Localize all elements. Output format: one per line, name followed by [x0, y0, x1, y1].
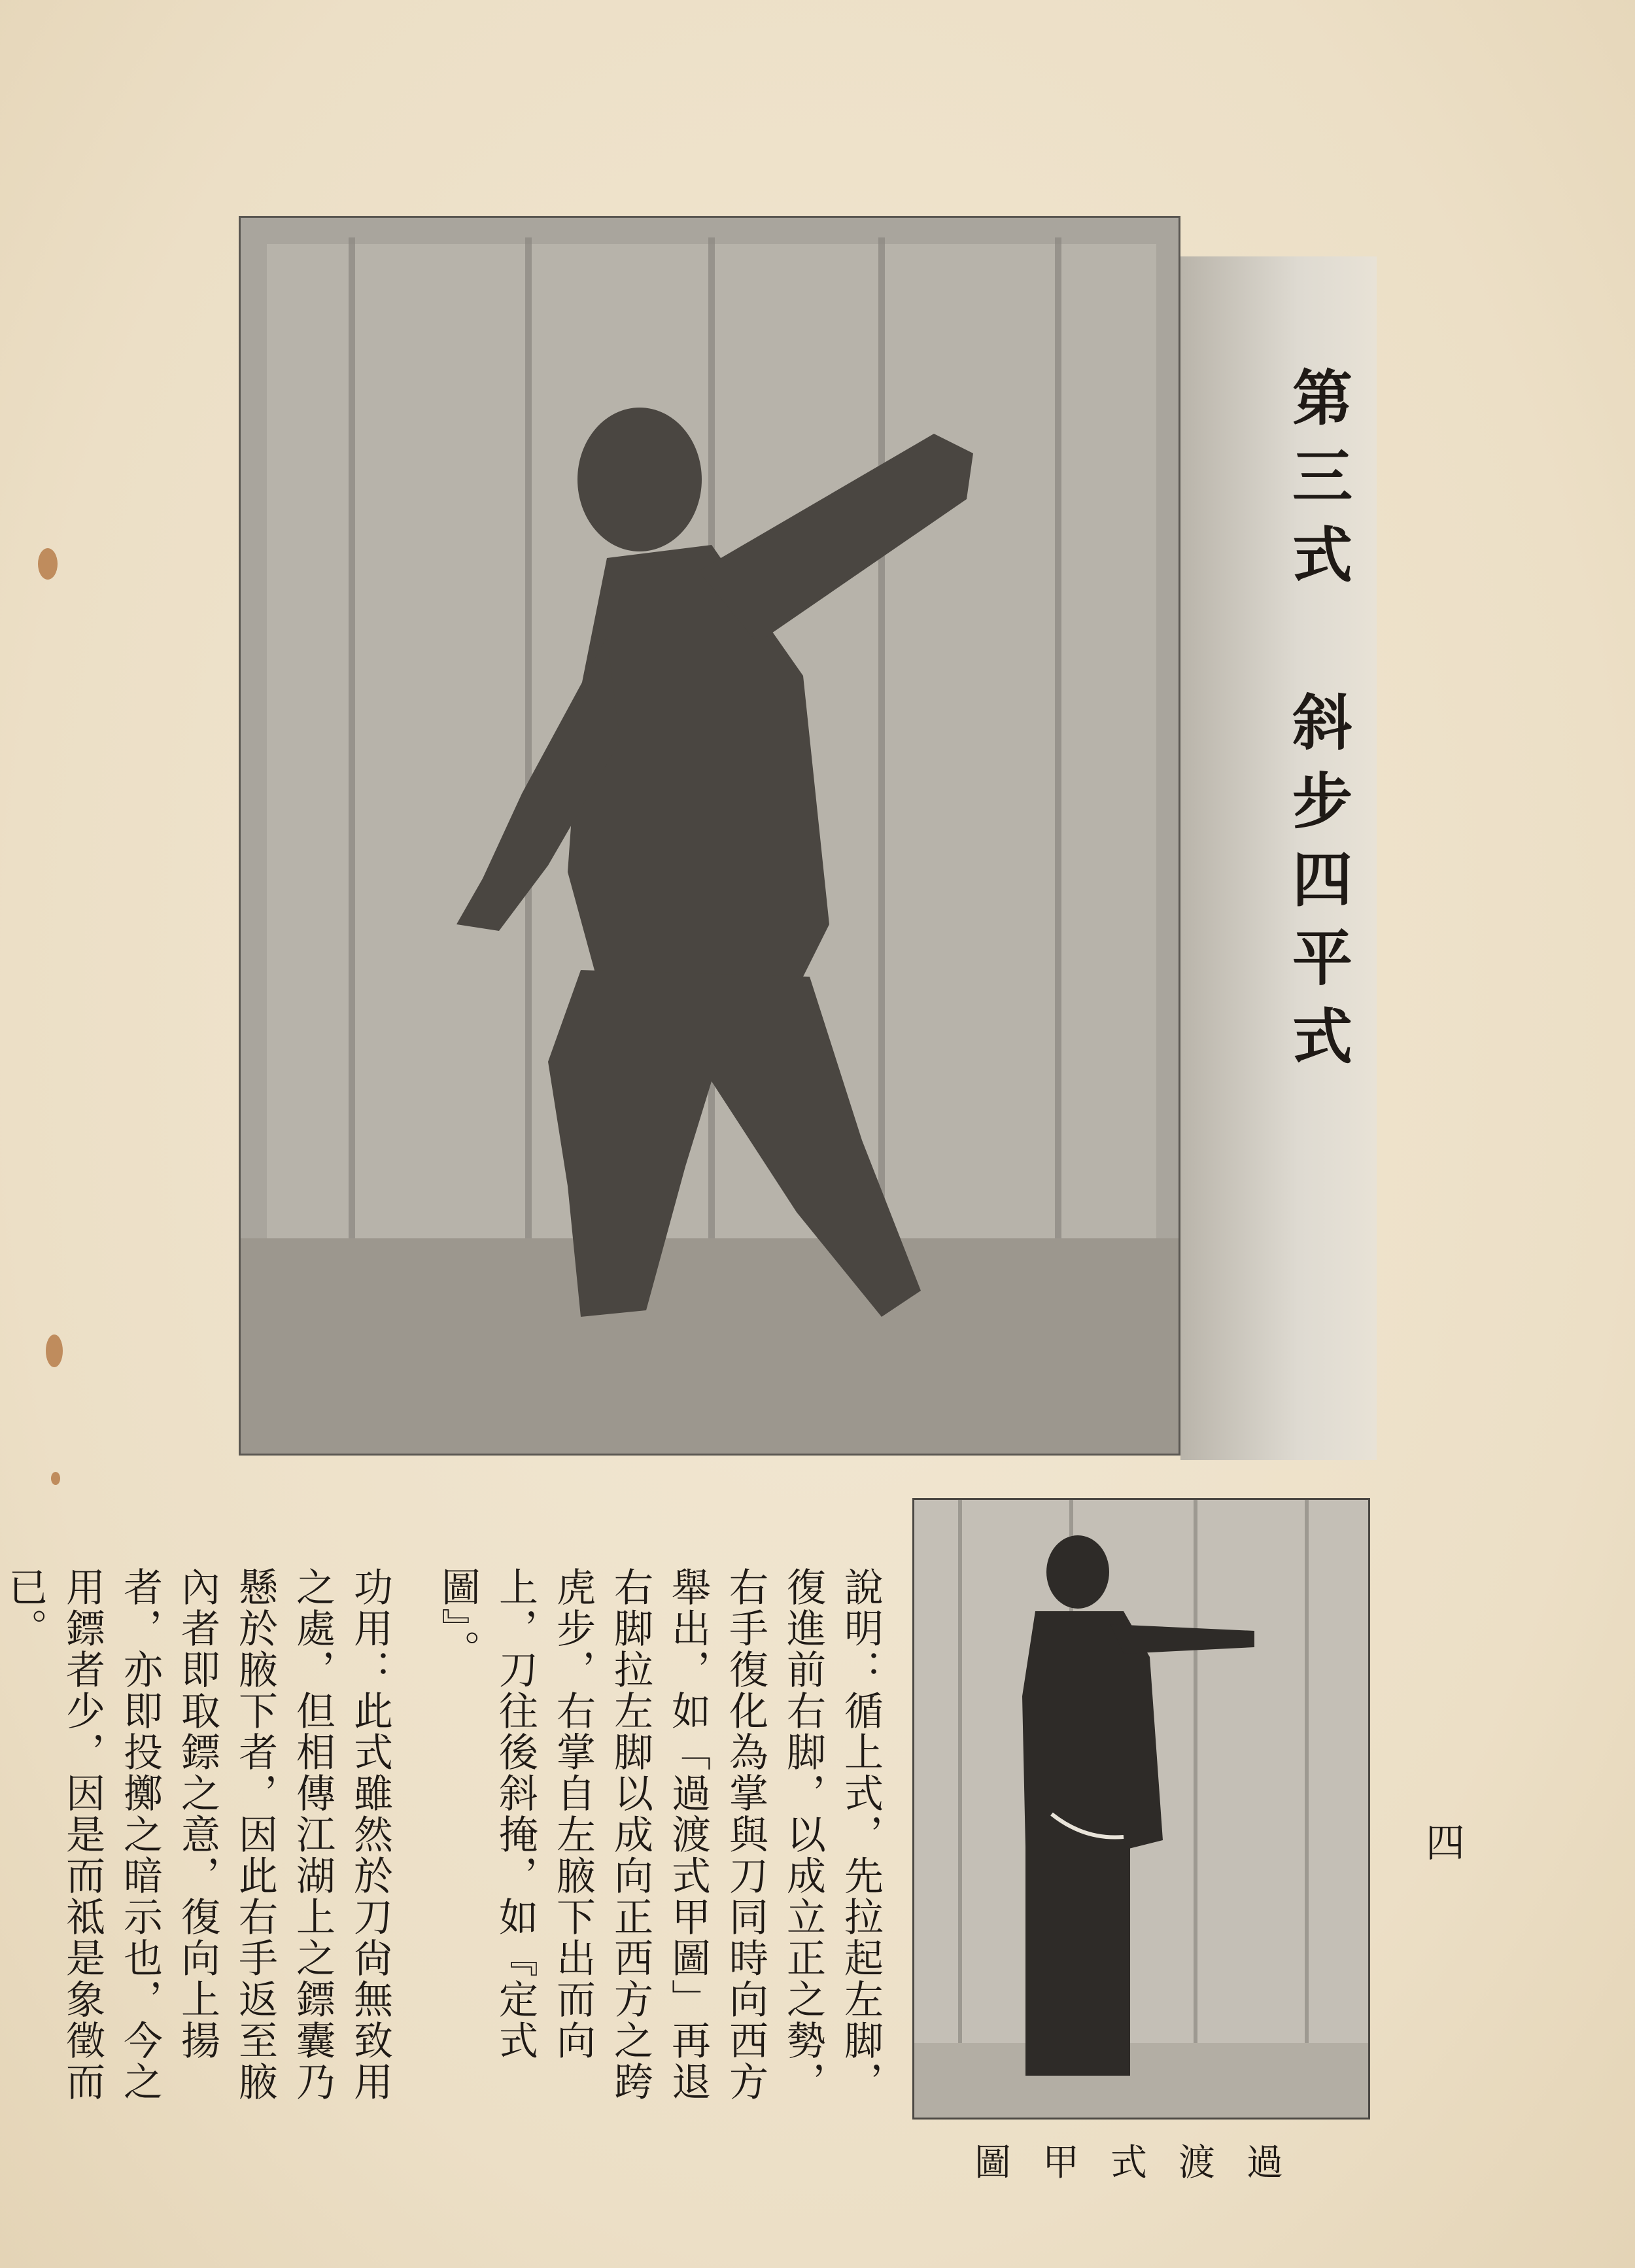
explanation-paragraph: 說明：循上式，先拉起左脚，復進前右脚，以成立正之勢，右手復化為掌與刀同時向西方舉出，如「過渡式甲圖」再退右脚拉左脚以成向正西方之跨虎步，右掌自左腋下出而向上，刀往後斜掩，如『定式圖』。	[435, 1567, 884, 2102]
page-number: 四	[1426, 1821, 1465, 1866]
photo-caption: 過渡式甲圖	[974, 2142, 1315, 2184]
body-text	[2, 1567, 889, 2103]
rust-stain-top	[38, 548, 58, 580]
martial-artist-silhouette-image	[241, 218, 1180, 1456]
function-paragraph: 功用：此式雖然於刀尙無致用之處，但相傳江湖上之鏢囊乃懸於腋下者，因此右手返至腋內者即取鏢之意，復向上揚者，亦即投擲之暗示也，今之用鏢者少，因是而祗是象徵而已。	[2, 1567, 393, 2102]
rust-stain-small	[51, 1472, 60, 1485]
main-photo	[239, 216, 1180, 1456]
transition-photo	[912, 1498, 1370, 2120]
rust-stain-middle	[46, 1335, 63, 1367]
transition-pose-image	[914, 1500, 1370, 2120]
form-title: 第三式 斜步四平式	[1282, 366, 1353, 1083]
